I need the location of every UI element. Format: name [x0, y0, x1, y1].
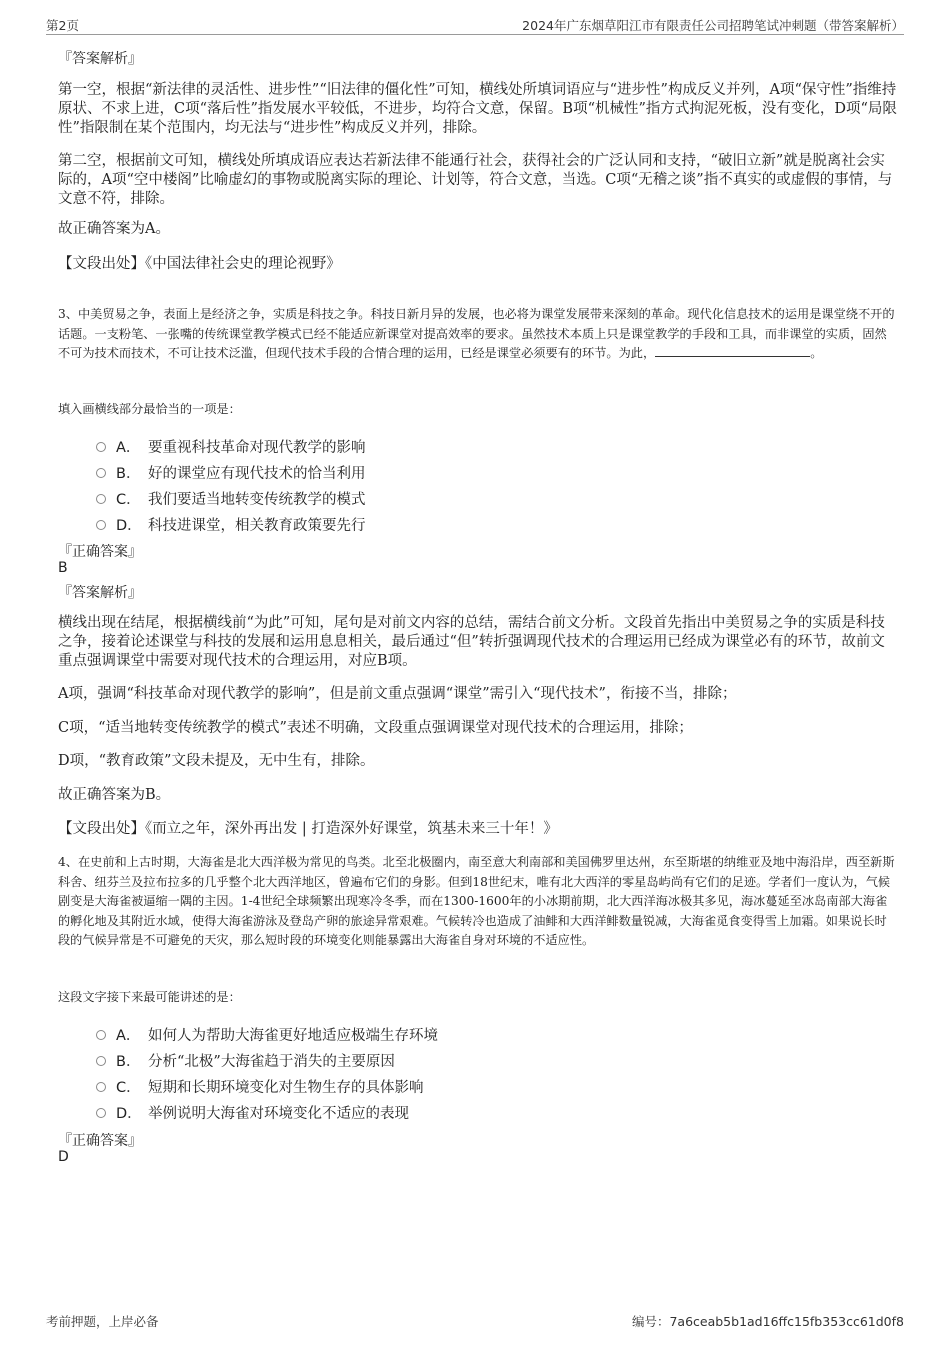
q3-analysis-para2: A项，强调“科技革命对现代教学的影响”，但是前文重点强调“课堂”需引入“现代技术”，衔接不当，排除； — [58, 686, 737, 702]
option-label: C． — [116, 492, 141, 508]
q4-option-a[interactable] — [96, 1024, 438, 1046]
radio-icon[interactable] — [96, 1056, 106, 1066]
q2-analysis-para2: 第二空，根据前文可知，横线处所填成语应表达若新法律不能通行社会，获得社会的广泛认同和支持，“破旧立新”就是脱离社会实际的，A项“空中楼阁”比喻虚幻的事物或脱离实际的理论、计划等，符合文意，当选。C项“无稽之谈”指不真实的或虚假的事情，与文意不符，排除。 — [58, 153, 893, 207]
option-text: 我们要适当地转变传统教学的模式 — [148, 492, 366, 508]
q3-answer: B — [58, 560, 68, 576]
q2-source: 【文段出处】《中国法律社会史的理论视野》 — [58, 256, 341, 272]
page-number: 第2页 — [46, 18, 79, 33]
q3-analysis-para4: D项，“教育政策”文段未提及，无中生有，排除。 — [58, 753, 375, 769]
q3-conclusion: 故正确答案为B。 — [58, 787, 171, 803]
radio-icon[interactable] — [96, 520, 106, 530]
option-text: 短期和长期环境变化对生物生存的具体影响 — [148, 1080, 424, 1096]
option-label: B． — [116, 466, 141, 482]
option-text: 分析“北极”大海雀趋于消失的主要原因 — [148, 1054, 395, 1070]
option-text: 如何人为帮助大海雀更好地适应极端生存环境 — [148, 1028, 438, 1044]
q3-option-c[interactable] — [96, 488, 366, 510]
q4-answer-label: 『正确答案』 — [58, 1133, 142, 1149]
option-text: 好的课堂应有现代技术的恰当利用 — [148, 466, 366, 482]
q2-analysis-para1: 第一空，根据“新法律的灵活性、进步性”“旧法律的僵化性”可知，横线处所填词语应与“进步性”构成反义并列，A项“保守性”指维持原状、不求上进，C项“落后性”指发展水平较低，不进步，均符合文意，保留。B项“机械性”指方式拘泥死板，没有变化，D项“局限性”指限制在某个范围内，均无法与“进步性”构成反义并列，排除。 — [58, 82, 897, 136]
radio-icon[interactable] — [96, 1030, 106, 1040]
radio-icon[interactable] — [96, 442, 106, 452]
q3-stem-end: 。 — [810, 346, 823, 360]
q4-option-b[interactable] — [96, 1050, 395, 1072]
q3-stem-text: 3、中美贸易之争，表面上是经济之争，实质是科技之争。科技日新月异的发展，也必将为课堂发展带来深刻的革命。现代化信息技术的运用是课堂绕不开的话题。一支粉笔、一张嘴的传统课堂教学模式已经不能适应新课堂对提高效率的要求。虽然技术本质上只是课堂教学的手段和工具，而非课堂的实质，固然不可为技术而技术，不可让技术泛滥，但现代技术手段的合情合理的运用，已经是课堂必须要有的环节。为此， — [58, 307, 895, 360]
option-label: C． — [116, 1080, 141, 1096]
option-label: B． — [116, 1054, 141, 1070]
option-label: A． — [116, 1028, 141, 1044]
q3-analysis-label: 『答案解析』 — [58, 585, 142, 601]
q3-analysis-para3: C项，“适当地转变传统教学的模式”表述不明确，文段重点强调课堂对现代技术的合理运用，排除； — [58, 720, 693, 736]
radio-icon[interactable] — [96, 468, 106, 478]
q3-option-b[interactable] — [96, 462, 366, 484]
q3-answer-blank — [655, 344, 810, 357]
q4-option-c[interactable] — [96, 1076, 424, 1098]
option-label: A． — [116, 440, 141, 456]
q4-stem: 4、在史前和上古时期，大海雀是北大西洋极为常见的鸟类。北至北极圈内，南至意大利南部和美国佛罗里达州，东至斯堪的纳维亚及地中海沿岸，西至新斯科舍、纽芬兰及拉布拉多的几乎整个北大西洋地区，曾遍布它们的身影。但到18世纪末，唯有北大西洋的零星岛屿尚有它们的足迹。学者们一度认为，气候剧变是大海雀被逼缩一隅的主因。1-4世纪全球频繁出现寒冷冬季，而在1300-1600年的小冰期前期，北大西洋海冰极其多见，海冰蔓延至冰岛南部大海雀的孵化地及其附近水域，使得大海雀游泳及登岛产卵的旅途异常艰难。气候转冷也造成了油鲱和大西洋鲱数量锐减，大海雀觅食变得雪上加霜。如果说长时段的气候异常是不可避免的天灾，那么短时段的环境变化则能暴露出大海雀自身对环境的不适应性。 — [58, 855, 895, 947]
radio-icon[interactable] — [96, 494, 106, 504]
q3-answer-label: 『正确答案』 — [58, 544, 142, 560]
q3-stem — [58, 305, 898, 364]
q4-prompt: 这段文字接下来最可能讲述的是： — [58, 990, 241, 1004]
q3-source: 【文段出处】《而立之年，深外再出发 | 打造深外好课堂，筑基未来三十年！》 — [58, 821, 558, 837]
q3-analysis-para1: 横线出现在结尾，根据横线前“为此”可知，尾句是对前文内容的总结，需结合前文分析。文段首先指出中美贸易之争的实质是科技之争，接着论述课堂与科技的发展和运用息息相关，最后通过“但”转折强调现代技术的合理运用已经成为课堂必有的环节，故前文重点强调课堂中需要对现代技术的合理运用，对应B项。 — [58, 615, 885, 669]
q3-option-d[interactable] — [96, 514, 366, 536]
option-text: 科技进课堂，相关教育政策要先行 — [148, 518, 366, 534]
document-title: 2024年广东烟草阳江市有限责任公司招聘笔试冲刺题（带答案解析） — [522, 18, 904, 33]
option-text: 要重视科技革命对现代教学的影响 — [148, 440, 366, 456]
option-label: D． — [116, 1106, 142, 1122]
q4-option-d[interactable] — [96, 1102, 409, 1124]
q3-option-a[interactable] — [96, 436, 366, 458]
radio-icon[interactable] — [96, 1082, 106, 1092]
q2-analysis-label: 『答案解析』 — [58, 51, 142, 67]
q3-prompt: 填入画横线部分最恰当的一项是： — [58, 402, 241, 416]
radio-icon[interactable] — [96, 1108, 106, 1118]
page-header — [46, 14, 904, 35]
option-label: D． — [116, 518, 142, 534]
option-text: 举例说明大海雀对环境变化不适应的表现 — [148, 1106, 409, 1122]
footer-serial: 编号：7a6ceab5b1ad16ffc15fb353cc61d0f8 — [631, 1314, 904, 1329]
footer-slogan: 考前押题，上岸必备 — [46, 1314, 159, 1329]
q2-conclusion: 故正确答案为A。 — [58, 221, 170, 237]
q4-answer: D — [58, 1149, 69, 1165]
